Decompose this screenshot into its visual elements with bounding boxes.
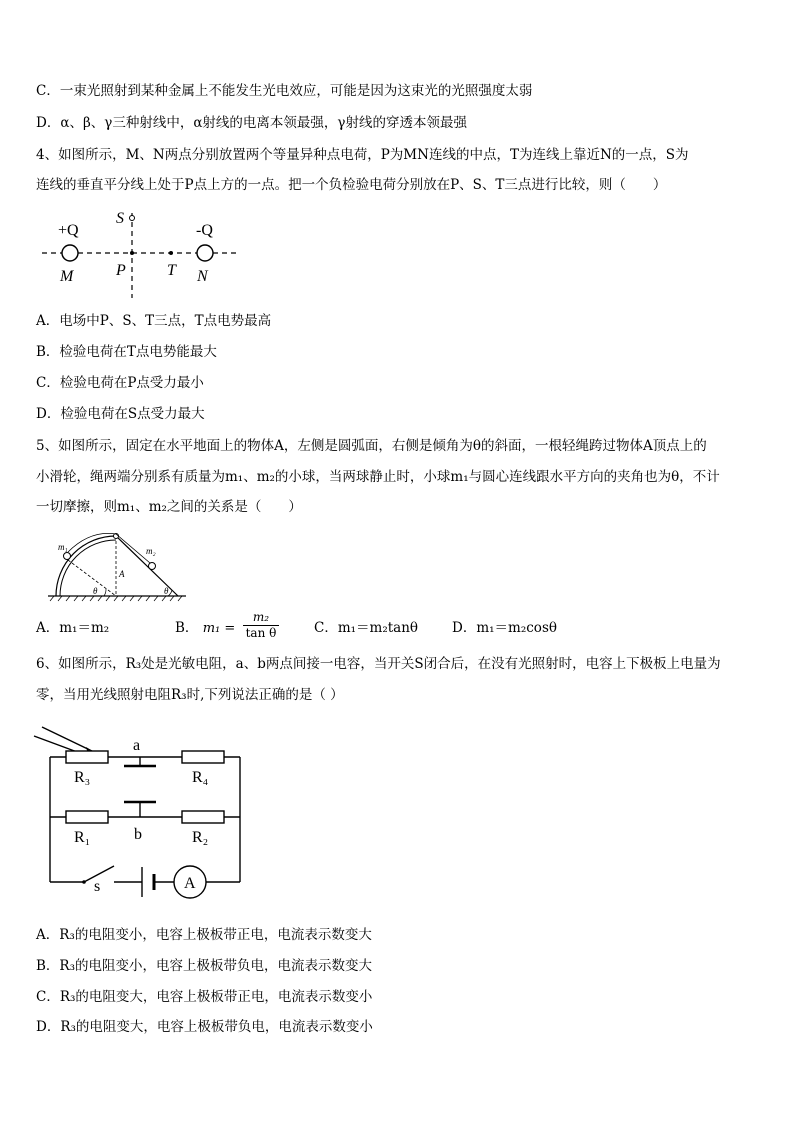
q4-option-b: B．检验电荷在T点电势能最大 — [36, 344, 217, 360]
q4-option-d: D．检验电荷在S点受力最大 — [36, 406, 205, 422]
resistor-r1 — [66, 811, 108, 823]
svg-text:R₃: R₃ — [74, 769, 91, 786]
svg-text:θ: θ — [93, 586, 98, 596]
svg-text:m₁: m₁ — [58, 542, 68, 552]
q6-option-d: D．R₃的电阻变大，电容上极板带负电，电流表示数变小 — [36, 1019, 373, 1035]
resistor-r4 — [182, 751, 224, 763]
svg-text:s: s — [94, 878, 101, 895]
label-p: P — [116, 262, 126, 279]
q3-option-c: C．一束光照射到某种金属上不能发生光电效应，可能是因为这束光的光照强度太弱 — [36, 83, 533, 99]
label-minus-q: -Q — [196, 222, 213, 239]
q5-figure — [40, 528, 190, 603]
q5-option-d: D．m₁＝m₂cosθ — [452, 620, 557, 636]
resistor-r2 — [182, 811, 224, 823]
svg-text:A: A — [184, 875, 196, 892]
svg-text:m₂: m₂ — [146, 546, 156, 556]
ball-m1 — [64, 553, 71, 560]
q5-stem-line3: 一切摩擦，则m₁、m₂之间的关系是（ ） — [36, 499, 302, 515]
q5-option-a: A．m₁＝m₂ — [36, 620, 110, 636]
fraction-denominator: tan θ — [245, 626, 277, 640]
svg-text:R₂: R₂ — [192, 829, 209, 846]
svg-text:θ: θ — [164, 586, 169, 596]
q3-option-d: D．α、β、γ三种射线中，α射线的电离本领最强，γ射线的穿透本领最强 — [36, 115, 467, 131]
resistor-r3 — [66, 751, 108, 763]
svg-text:R₁: R₁ — [74, 829, 91, 846]
q4-option-c: C．检验电荷在P点受力最小 — [36, 375, 204, 391]
ball-m2 — [149, 563, 156, 570]
q5-option-c: C．m₁＝m₂tanθ — [314, 620, 419, 636]
fraction — [243, 610, 280, 641]
label-t: T — [167, 262, 176, 279]
svg-text:b: b — [134, 826, 142, 843]
q4-stem-line1: 4、如图所示，M、N两点分别放置两个等量异种点电荷，P为MN连线的中点，T为连线上靠近N的一点，S为 — [36, 147, 689, 163]
label-plus-q: +Q — [58, 222, 79, 239]
q6-option-a: A．R₃的电阻变小，电容上极板带正电，电流表示数变大 — [36, 927, 372, 943]
q6-option-b: B．R₃的电阻变小，电容上极板带负电，电流表示数变大 — [36, 958, 372, 974]
fraction-numerator: m₂ — [243, 610, 280, 626]
q6-option-c: C．R₃的电阻变大，电容上极板带正电，电流表示数变小 — [36, 989, 373, 1005]
block-a-outline — [56, 536, 178, 596]
charge-n — [197, 245, 213, 261]
q4-stem-line2: 连线的垂直平分线上处于P点上方的一点。把一个负检验电荷分别放在P、S、T三点进行比较，则（ ） — [36, 177, 667, 193]
label-s: S — [116, 210, 124, 227]
q5-stem-line2: 小滑轮，绳两端分别系有质量为m₁、m₂的小球，当两球静止时，小球m₁与圆心连线跟水平方向的夹角也为θ，不计 — [36, 469, 720, 485]
charge-m — [62, 245, 78, 261]
label-m: M — [60, 268, 74, 285]
fraction-lhs: m₁ = — [202, 621, 236, 636]
q6-stem-line1: 6、如图所示，R₃处是光敏电阻，a、b两点间接一电容，当开关S闭合后，在没有光照射时，电容上下极板上电量为 — [36, 656, 721, 672]
q6-circuit-figure — [30, 722, 250, 904]
q4-figure — [40, 205, 245, 300]
svg-text:R₄: R₄ — [192, 769, 209, 786]
q4-option-a: A．电场中P、S、T三点，T点电势最高 — [36, 313, 272, 329]
q5-stem-line1: 5、如图所示，固定在水平地面上的物体A，左侧是圆弧面，右侧是倾角为θ的斜面，一根轻绳跨过物体A顶点上的 — [36, 438, 707, 454]
svg-text:a: a — [133, 737, 141, 754]
label-n: N — [197, 268, 208, 285]
q6-stem-line2: 零，当用光线照射电阻R₃时,下列说法正确的是（ ） — [36, 687, 344, 703]
q5-option-b: B． m₁ = $\frac{\text{m₂}}{\text{tan θ}}$ — [175, 610, 279, 646]
svg-text:A: A — [119, 569, 125, 579]
